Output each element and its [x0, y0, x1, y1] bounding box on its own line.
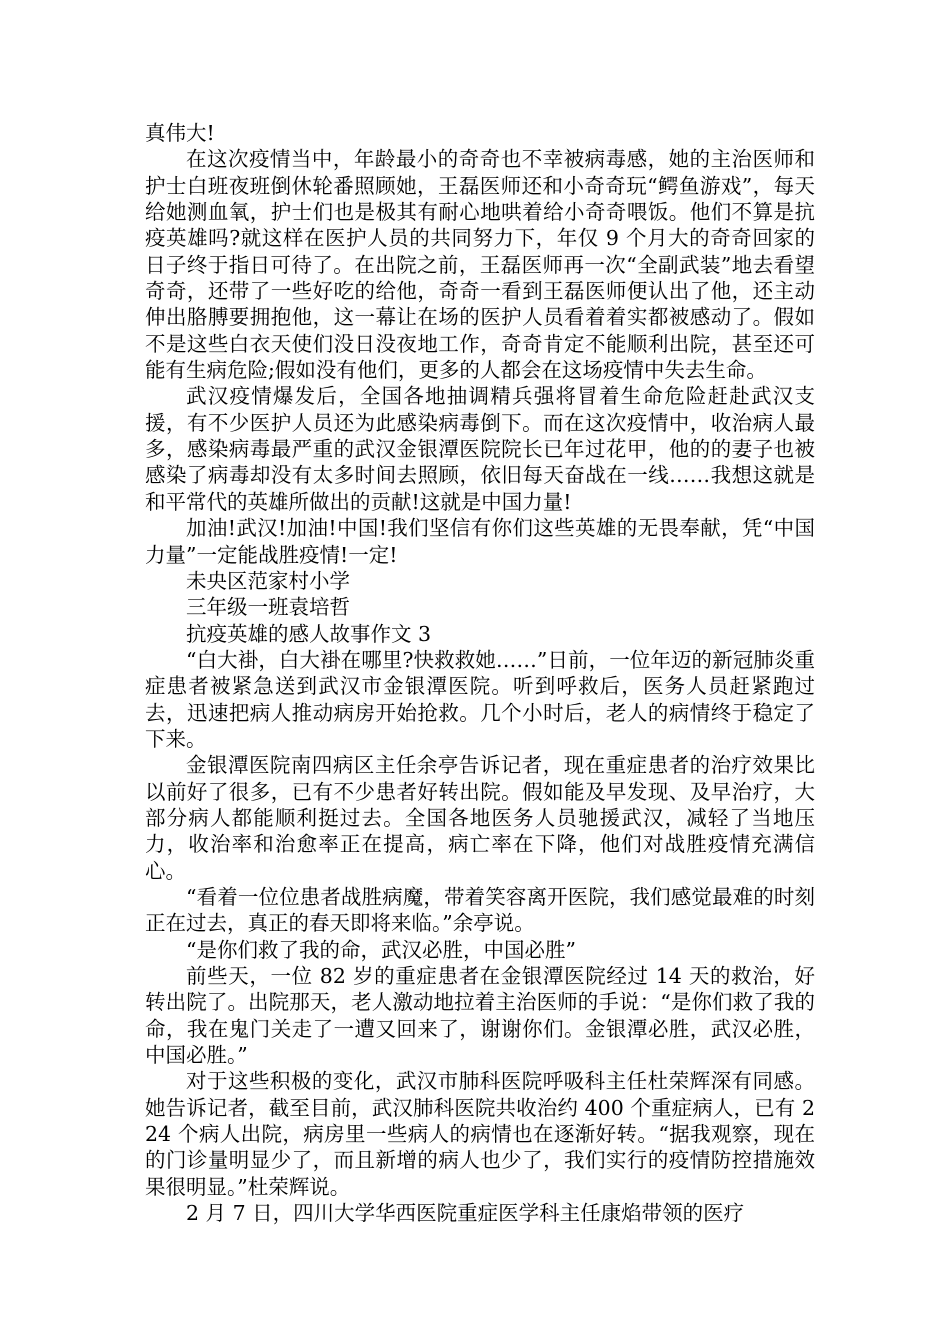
paragraph: 对于这些积极的变化，武汉市肺科医院呼吸科主任杜荣辉深有同感。她告诉记者，截至目前，武汉肺科医院共收治约 400 个重症病人，已有 224 个病人出院，病房里一些病人的病情也在逐渐好转。“据我观察，现在的门诊量明显少了，而且新增的病人也少了，我们实行的疫情防控措施效果很明显。”杜荣辉说。	[145, 1069, 815, 1199]
paragraph: “看着一位位患者战胜病魔，带着笑容离开医院，我们感觉最难的时刻正在过去，真正的春天即将来临。”余亭说。	[145, 884, 815, 936]
paragraph: 武汉疫情爆发后，全国各地抽调精兵强将冒着生命危险赶赴武汉支援，有不少医护人员还为此感染病毒倒下。而在这次疫情中，收治病人最多，感染病毒最严重的武汉金银潭医院院长已年过花甲，他的的妻子也被感染了病毒却没有太多时间去照顾，依旧每天奋战在一线……我想这就是和平常代的英雄所做出的贡献!这就是中国力量!	[145, 384, 815, 514]
paragraph: 在这次疫情当中，年龄最小的奇奇也不幸被病毒感，她的主治医师和护士白班夜班倒休轮番照顾她，王磊医师还和小奇奇玩“鳄鱼游戏”，每天给她测血氧，护士们也是极其有耐心地哄着给小奇奇喂饭。他们不算是抗疫英雄吗?就这样在医护人员的共同努力下，年仅 9 个月大的奇奇回家的日子终于指日可待了。在出院之前，王磊医师再一次“全副武装”地去看望奇奇，还带了一些好吃的给他，奇奇一看到王磊医师便认出了他，还主动伸出胳膊要拥抱他，这一幕让在场的医护人员看着着实都被感动了。假如不是这些白衣天使们没日没夜地工作，奇奇肯定不能顺利出院，甚至还可能有生病危险;假如没有他们，更多的人都会在这场疫情中失去生命。	[145, 147, 815, 383]
author-name: 三年级一班袁培哲	[186, 595, 350, 620]
paragraph: 加油!武汉!加油!中国!我们坚信有你们这些英雄的无畏奉献，凭“中国力量”一定能战胜疫情!一定!	[145, 516, 815, 567]
paragraph: 前些天，一位 82 岁的重症患者在金银潭医院经过 14 天的救治，好转出院了。出院那天，老人激动地拉着主治医师的手说：“是你们救了我的命，我在鬼门关走了一遭又回来了，谢谢你们。金银潭必胜，武汉必胜，中国必胜。”	[145, 964, 815, 1068]
paragraph: 真伟大!	[145, 121, 215, 145]
essay-title: 抗疫英雄的感人故事作文 3	[186, 621, 432, 646]
subheading: “是你们救了我的命，武汉必胜，中国必胜”	[186, 937, 576, 962]
paragraph: “白大褂，白大褂在哪里?快救救她……”日前，一位年迈的新冠肺炎重症患者被紧急送到武汉市金银潭医院。听到呼救后，医务人员赶紧跑过去，迅速把病人推动病房开始抢救。几个小时后，老人的病情终于稳定了下来。	[145, 647, 815, 751]
document-body	[145, 120, 815, 1226]
paragraph: 金银潭医院南四病区主任余亭告诉记者，现在重症患者的治疗效果比以前好了很多，已有不少患者好转出院。假如能及早发现、及早治疗，大部分病人都能顺利挺过去。全国各地医务人员驰援武汉，减轻了当地压力，收治率和治愈率正在提高，病亡率在下降，他们对战胜疫情充满信心。	[145, 753, 815, 883]
school-name: 未央区范家村小学	[186, 568, 350, 593]
paragraph: 2 月 7 日，四川大学华西医院重症医学科主任康焰带领的医疗	[186, 1201, 745, 1226]
